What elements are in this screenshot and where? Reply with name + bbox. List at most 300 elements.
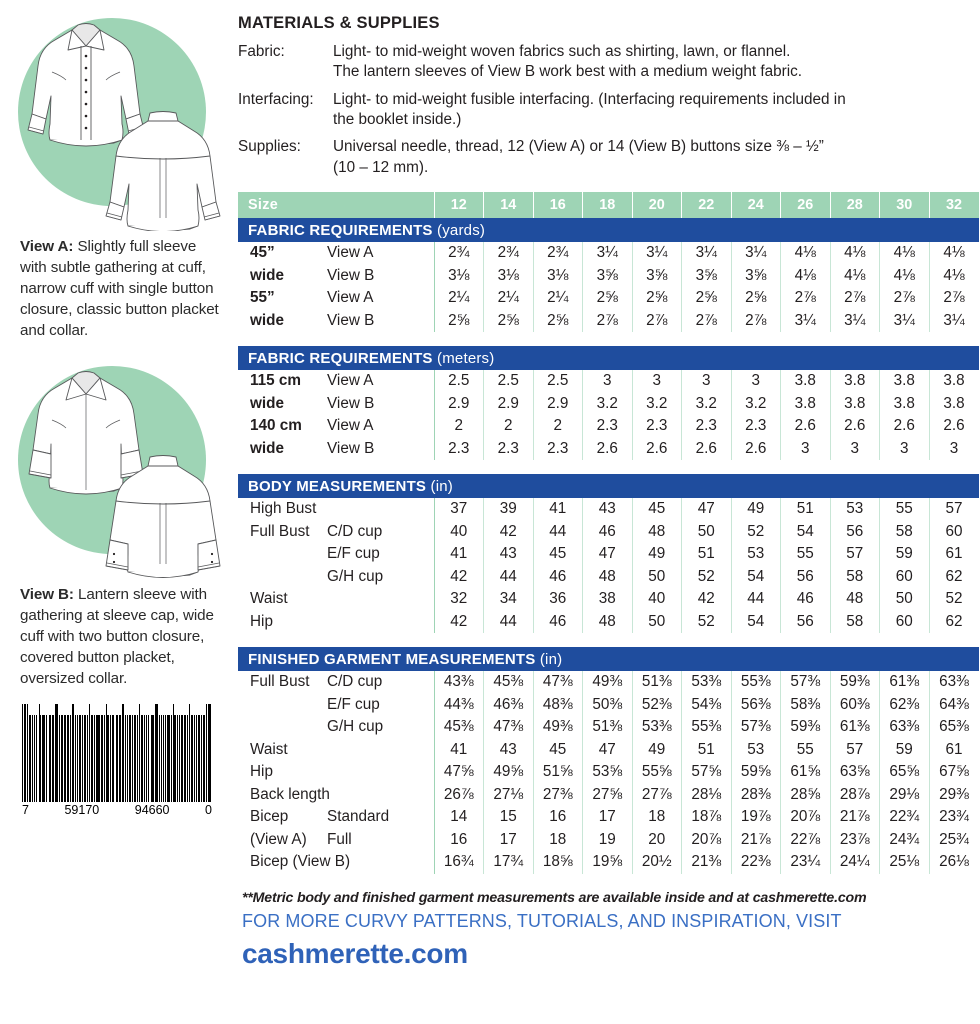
row-label-primary: Waist [250,590,288,608]
table-cell: 57 [830,739,880,762]
table-cell: 43 [583,498,633,521]
table-spacer [238,332,979,346]
table-cell: 2 [434,415,484,438]
table-cell: 45⅜ [484,671,534,694]
row-label-secondary [326,784,434,807]
table-cell: 34 [484,588,534,611]
barcode-block [22,704,212,817]
row-label-primary [238,694,326,717]
table-cell: 3 [880,438,930,461]
barcode-bar [107,715,109,801]
table-cell: 38 [583,588,633,611]
table-cell: 2⅝ [682,287,732,310]
table-cell: 42 [434,566,484,589]
barcode-bar [134,715,136,801]
table-row [238,393,979,416]
table-cell: 51 [781,498,831,521]
materials-row-label: Interfacing: [238,90,314,108]
table-cell: 20⅞ [682,829,732,852]
barcode-bar [179,715,180,801]
table-cell: 52 [682,566,732,589]
row-label-primary: 115 cm [250,372,302,390]
table-cell: 2.3 [731,415,781,438]
table-cell: 57⅝ [682,761,732,784]
table-cell: 3 [682,370,732,393]
measurement-table [238,647,979,874]
size-header-cell: 20 [632,192,682,218]
table-cell: 55 [781,739,831,762]
table-cell: 53 [830,498,880,521]
right-column [238,0,980,1024]
table-cell: 40 [434,521,484,544]
table-row [238,671,979,694]
table-cell: 2.6 [583,438,633,461]
barcode-group-2: 94660 [134,802,170,817]
view-b-description [20,585,220,690]
materials-row-line: (10 – 12 mm). [333,158,429,176]
table-cell: 39 [484,498,534,521]
table-cell: 55⅝ [632,761,682,784]
table-cell: 2.9 [484,393,534,416]
barcode-bar [24,704,26,802]
table-cell: 28⅝ [781,784,831,807]
table-cell: 3⅝ [632,265,682,288]
table-cell: 55 [880,498,930,521]
view-a-label: View A: [20,238,74,255]
barcode-bar [184,715,186,801]
barcode-bar [67,715,69,801]
table-cell: 18⅝ [533,851,583,874]
table-cell: 20 [632,829,682,852]
barcode-bar [194,715,195,801]
barcode-bar [22,704,23,802]
table-cell: 50 [880,588,930,611]
table-cell: 44 [533,521,583,544]
materials-row [238,137,979,178]
table-cell: 2.5 [484,370,534,393]
barcode-bar [46,715,48,801]
table-cell: 2⅝ [434,310,484,333]
table-cell: 3 [583,370,633,393]
table-cell: 26⅛ [929,851,979,874]
table-cell: 42 [682,588,732,611]
table-cell: 3.8 [929,393,979,416]
barcode-bar [116,715,117,801]
size-header-table [238,192,979,218]
table-cell: 46⅜ [484,694,534,717]
measurement-table [238,346,979,460]
barcode-bar [40,715,41,801]
table-row [238,851,979,874]
table-cell: 65⅝ [880,761,930,784]
barcode-bar [173,704,174,802]
cta-line: FOR MORE CURVY PATTERNS, TUTORIALS, AND INSPIRATION, VISIT [242,910,842,931]
row-label-primary: wide [250,394,284,412]
barcode-bar [55,704,57,802]
row-label-secondary: E/F cup [327,695,380,713]
table-cell: 43 [484,739,534,762]
section-header-row [238,218,979,242]
table-cell: 56⅜ [731,694,781,717]
barcode-bar [87,715,88,801]
barcode-bar [163,715,165,801]
table-cell: 2.9 [434,393,484,416]
row-label-primary: Full Bust [250,673,310,691]
table-cell: 2⅞ [731,310,781,333]
table-cell: 51⅝ [533,761,583,784]
table-cell: 55⅜ [731,671,781,694]
row-label-secondary: E/F cup [327,545,380,563]
table-cell: 3⅝ [682,265,732,288]
table-cell: 44 [484,611,534,634]
section-header-row [238,647,979,671]
barcode-bar [203,715,205,801]
size-header-cell: 12 [434,192,484,218]
table-cell: 4⅛ [929,265,979,288]
table-cell: 3¼ [731,242,781,265]
barcode-bar [196,715,197,801]
table-cell: 3¼ [929,310,979,333]
table-cell: 2¼ [533,287,583,310]
table-cell: 53 [731,739,781,762]
row-label-primary [238,543,326,566]
barcode-bar [112,715,114,801]
table-cell: 58 [830,566,880,589]
barcode-bar [59,715,60,801]
barcode-bar [191,715,193,801]
table-cell: 3.2 [583,393,633,416]
table-cell: 3 [632,370,682,393]
barcode-bar [104,715,105,801]
table-cell: 4⅛ [781,242,831,265]
table-row [238,370,979,393]
table-cell: 2¾ [533,242,583,265]
row-label-primary: 55” [250,289,275,307]
table-cell: 3 [929,438,979,461]
table-spacer [238,633,979,647]
view-b-text: Lantern sleeve with gathering at sleeve cap, wide cuff with two button closure, covered button placket, oversized collar. [20,585,214,687]
table-cell: 64⅜ [929,694,979,717]
table-cell: 36 [533,588,583,611]
barcode-bar [181,715,183,801]
table-cell: 59⅜ [830,671,880,694]
table-cell: 61⅜ [880,671,930,694]
barcode-bar [187,715,188,801]
table-cell: 2.6 [830,415,880,438]
table-cell: 2⅞ [682,310,732,333]
table-cell: 26⅞ [434,784,484,807]
shirt-line-art-a [10,6,230,231]
barcode-bar [198,715,200,801]
size-chart-tables [238,192,979,874]
barcode-bar [119,715,121,801]
table-cell: 62 [929,611,979,634]
row-label-primary: (View A) [250,830,307,848]
table-cell: 2.5 [434,370,484,393]
table-cell: 50 [632,611,682,634]
row-label-secondary: Full [327,830,352,848]
table-cell: 17 [583,806,633,829]
table-cell: 47⅜ [533,671,583,694]
row-label-primary [238,716,326,739]
table-cell: 52 [731,521,781,544]
barcode-bar [70,715,71,801]
table-cell: 2.5 [533,370,583,393]
table-cell: 28⅞ [830,784,880,807]
table-cell: 48 [583,566,633,589]
table-cell: 44⅜ [434,694,484,717]
barcode-bar [161,715,162,801]
table-cell: 48 [583,611,633,634]
size-header-row [238,192,979,218]
table-cell: 3 [830,438,880,461]
table-cell: 62 [929,566,979,589]
table-cell: 42 [434,611,484,634]
table-cell: 23⅞ [830,829,880,852]
table-cell: 20½ [632,851,682,874]
barcode-bar [61,715,62,801]
table-spacer [238,460,979,474]
materials-row-label: Fabric: [238,43,285,60]
table-row [238,588,979,611]
brand-url[interactable]: cashmerette.com [242,937,468,969]
row-label-secondary: View B [327,394,375,412]
table-row [238,566,979,589]
materials-row-line: The lantern sleeves of View B work best with a medium weight fabric. [333,63,803,81]
measurement-table [238,474,979,633]
table-cell: 53⅝ [583,761,633,784]
table-cell: 4⅛ [781,265,831,288]
table-cell: 51⅜ [583,716,633,739]
table-cell: 55 [781,543,831,566]
table-cell: 47⅝ [434,761,484,784]
section-header-cell [238,647,979,671]
row-label-primary: Hip [250,612,273,630]
shirt-line-art-b [10,354,230,579]
table-cell: 53 [731,543,781,566]
section-unit: (in) [426,477,453,495]
table-cell: 2⅞ [632,310,682,333]
table-cell: 28⅜ [731,784,781,807]
table-cell: 67⅝ [929,761,979,784]
table-cell: 19 [583,829,633,852]
table-cell: 2.3 [632,415,682,438]
table-cell: 50⅜ [583,694,633,717]
table-cell: 60 [929,521,979,544]
table-cell: 59 [880,739,930,762]
barcode-bar [174,715,176,801]
barcode-bar [167,715,169,801]
table-row [238,716,979,739]
table-cell: 3.8 [781,370,831,393]
table-cell: 49⅜ [583,671,633,694]
table-cell: 57 [929,498,979,521]
section-title: BODY MEASUREMENTS [248,477,427,495]
row-label-secondary [326,611,434,634]
table-cell: 53⅜ [632,716,682,739]
barcode-left-digit: 7 [22,802,29,817]
table-cell: 52 [682,611,732,634]
table-cell: 41 [434,739,484,762]
row-label-primary: 45” [250,244,275,262]
table-cell: 2.3 [434,438,484,461]
barcode-bar [62,715,63,801]
table-cell: 18 [533,829,583,852]
table-cell: 47 [682,498,732,521]
barcode-bar [144,715,145,801]
table-cell: 4⅛ [830,242,880,265]
table-cell: 2.3 [682,415,732,438]
barcode-bar [177,715,178,801]
table-cell: 4⅛ [929,242,979,265]
barcode-bar [89,704,90,802]
table-cell: 61 [929,739,979,762]
table-cell: 16 [434,829,484,852]
table-row [238,806,979,829]
table-cell: 2.6 [632,438,682,461]
barcode-bar [206,704,207,802]
table-row [238,739,979,762]
barcode-bar [159,715,160,801]
row-label-secondary: View B [327,311,375,329]
table-row [238,829,979,852]
table-cell: 2¾ [484,242,534,265]
table-cell: 27⅝ [583,784,633,807]
table-row [238,438,979,461]
table-cell: 44 [484,566,534,589]
row-label-secondary: View B [327,266,375,284]
barcode-bar [94,715,95,801]
table-cell: 49 [632,739,682,762]
row-label-secondary: View A [327,417,374,435]
barcode-bar [209,704,211,802]
table-cell: 3.8 [830,370,880,393]
table-cell: 58 [880,521,930,544]
table-cell: 3⅛ [533,265,583,288]
table-cell: 56 [781,611,831,634]
section-header-row [238,474,979,498]
table-cell: 41 [533,498,583,521]
row-label-secondary: C/D cup [327,522,383,540]
table-cell: 16 [533,806,583,829]
barcode-bar [27,704,28,802]
table-cell: 22⅞ [781,829,831,852]
row-label-primary: Bicep [250,808,289,826]
table-cell: 2¼ [434,287,484,310]
table-cell: 19⅞ [731,806,781,829]
table-cell: 46 [533,566,583,589]
table-cell: 51 [682,739,732,762]
table-cell: 29⅛ [880,784,930,807]
row-label-secondary: View A [327,244,374,262]
size-header-label: Size [238,192,434,218]
table-cell: 59⅝ [731,761,781,784]
table-cell: 58 [830,611,880,634]
table-cell: 2.6 [682,438,732,461]
row-label-primary: Hip [250,763,273,781]
materials-row [238,90,979,131]
table-row [238,694,979,717]
table-cell: 57⅜ [781,671,831,694]
table-cell: 59⅜ [781,716,831,739]
barcode-bar [96,715,97,801]
barcode-bar [129,715,131,801]
table-cell: 3⅝ [583,265,633,288]
table-cell: 63⅜ [929,671,979,694]
barcode-bar [29,715,31,801]
table-cell: 44 [731,588,781,611]
table-cell: 52⅜ [632,694,682,717]
table-cell: 29⅜ [929,784,979,807]
table-cell: 2.6 [929,415,979,438]
table-cell: 3.8 [781,393,831,416]
materials-heading: MATERIALS & SUPPLIES [238,14,440,32]
table-row [238,310,979,333]
table-row [238,761,979,784]
table-cell: 50 [632,566,682,589]
barcode-bar [171,715,172,801]
table-cell: 56 [781,566,831,589]
barcode-bar [110,715,111,801]
table-cell: 3 [781,438,831,461]
table-cell: 49 [632,543,682,566]
materials-row-line: Universal needle, thread, 12 (View A) or 14 (View B) buttons size ⅜ – ½” [333,138,824,156]
table-cell: 46 [781,588,831,611]
barcode-bar [106,704,107,802]
table-row [238,521,979,544]
table-cell: 2⅞ [929,287,979,310]
row-label-secondary [326,761,434,784]
table-cell: 45 [632,498,682,521]
table-cell: 62⅜ [880,694,930,717]
barcode-bar [141,715,143,801]
left-column [0,0,238,1024]
table-cell: 3.2 [632,393,682,416]
size-header-cell: 24 [731,192,781,218]
barcode-bar [77,715,78,801]
section-unit: (in) [535,650,563,668]
table-cell: 20⅞ [781,806,831,829]
table-cell: 61⅜ [830,716,880,739]
table-cell: 65⅜ [929,716,979,739]
table-row [238,784,979,807]
table-cell: 48 [632,521,682,544]
barcode-bar [201,715,202,801]
table-cell: 47 [583,739,633,762]
table-cell: 47⅜ [484,716,534,739]
table-cell: 2⅝ [533,310,583,333]
table-cell: 22⅜ [731,851,781,874]
table-cell: 55⅜ [682,716,732,739]
table-cell: 2¼ [484,287,534,310]
table-cell: 2⅝ [484,310,534,333]
table-cell: 3¼ [880,310,930,333]
view-a-description [20,237,220,342]
table-cell: 3.8 [880,370,930,393]
barcode-image [22,704,212,802]
table-cell: 21⅞ [731,829,781,852]
row-label-primary: High Bust [250,500,317,518]
table-cell: 18⅞ [682,806,732,829]
table-cell: 2¾ [434,242,484,265]
barcode-bar [91,715,93,801]
row-label-primary: Back length [250,785,330,803]
table-cell: 2.3 [484,438,534,461]
table-cell: 49 [731,498,781,521]
table-cell: 63⅝ [830,761,880,784]
barcode-bar [117,715,118,801]
barcode-bar [34,715,35,801]
